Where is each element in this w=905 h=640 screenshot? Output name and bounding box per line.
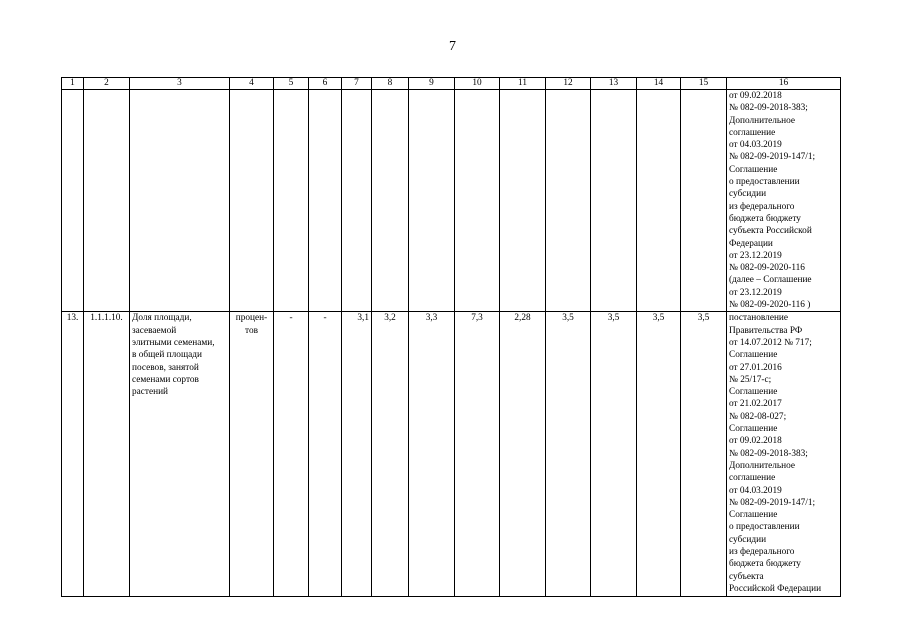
header-cell: 16 bbox=[727, 78, 841, 90]
header-cell: 10 bbox=[455, 78, 500, 90]
header-cell: 11 bbox=[500, 78, 546, 90]
value-cell: 3,5 bbox=[637, 312, 681, 597]
table-cell bbox=[637, 90, 681, 312]
table-cell bbox=[84, 90, 130, 312]
indicator-name: Доля площади, засеваемой элитными семенами, в общей площади посевов, занятой семенами сортов растений bbox=[130, 312, 230, 597]
page-number: 7 bbox=[449, 39, 456, 54]
row-number: 13. bbox=[62, 312, 84, 597]
value-cell: 7,3 bbox=[455, 312, 500, 597]
value-cell: 3,5 bbox=[681, 312, 727, 597]
header-cell: 6 bbox=[309, 78, 342, 90]
legal-basis-cell: от 09.02.2018 № 082-09-2018-383; Дополнительное соглашение от 04.03.2019 № 082-09-2019-147/1; Соглашение о предоставлении субсидии из федерального бюджета бюджету субъекта Российской Федерации от 23.12.2019 № 082-09-2020-116 (далее – Соглашение от 23.12.2019 № 082-09-2020-116 ) bbox=[727, 90, 841, 312]
indicators-table bbox=[61, 77, 841, 597]
table-cell bbox=[591, 90, 637, 312]
value-cell: 3,2 bbox=[372, 312, 409, 597]
table-cell bbox=[455, 90, 500, 312]
value-cell: 3,5 bbox=[546, 312, 591, 597]
header-cell: 7 bbox=[342, 78, 372, 90]
header-cell: 4 bbox=[230, 78, 274, 90]
table-cell bbox=[681, 90, 727, 312]
table-cell bbox=[342, 90, 372, 312]
header-cell: 8 bbox=[372, 78, 409, 90]
table-cell bbox=[274, 90, 309, 312]
indicator-code: 1.1.1.10. bbox=[84, 312, 130, 597]
value-cell: - bbox=[274, 312, 309, 597]
value-cell: - bbox=[309, 312, 342, 597]
header-cell: 13 bbox=[591, 78, 637, 90]
value-cell: 2,28 bbox=[500, 312, 546, 597]
header-cell: 1 bbox=[62, 78, 84, 90]
header-cell: 2 bbox=[84, 78, 130, 90]
table-cell bbox=[372, 90, 409, 312]
header-row bbox=[62, 78, 841, 90]
table-cell bbox=[230, 90, 274, 312]
table-cell bbox=[130, 90, 230, 312]
table-cell bbox=[409, 90, 455, 312]
value-cell: 3,1 bbox=[342, 312, 372, 597]
table-cell bbox=[500, 90, 546, 312]
table-cell bbox=[62, 90, 84, 312]
value-cell: 3,3 bbox=[409, 312, 455, 597]
table-row-continued bbox=[62, 90, 841, 312]
table-cell bbox=[546, 90, 591, 312]
unit-cell: процен- тов bbox=[230, 312, 274, 597]
header-cell: 5 bbox=[274, 78, 309, 90]
table-row-13 bbox=[62, 312, 841, 597]
legal-basis-cell: постановление Правительства РФ от 14.07.2012 № 717; Соглашение от 27.01.2016 № 25/17-с; Соглашение от 21.02.2017 № 082-08-027; Соглашение от 09.02.2018 № 082-09-2018-383; Дополнительное соглашение от 04.03.2019 № 082-09-2019-147/1; Соглашение о предоставлении субсидии из федерального бюджета бюджету субъекта Российской Федерации bbox=[727, 312, 841, 597]
header-cell: 9 bbox=[409, 78, 455, 90]
value-cell: 3,5 bbox=[591, 312, 637, 597]
header-cell: 14 bbox=[637, 78, 681, 90]
header-cell: 12 bbox=[546, 78, 591, 90]
header-cell: 15 bbox=[681, 78, 727, 90]
header-cell: 3 bbox=[130, 78, 230, 90]
table-cell bbox=[309, 90, 342, 312]
